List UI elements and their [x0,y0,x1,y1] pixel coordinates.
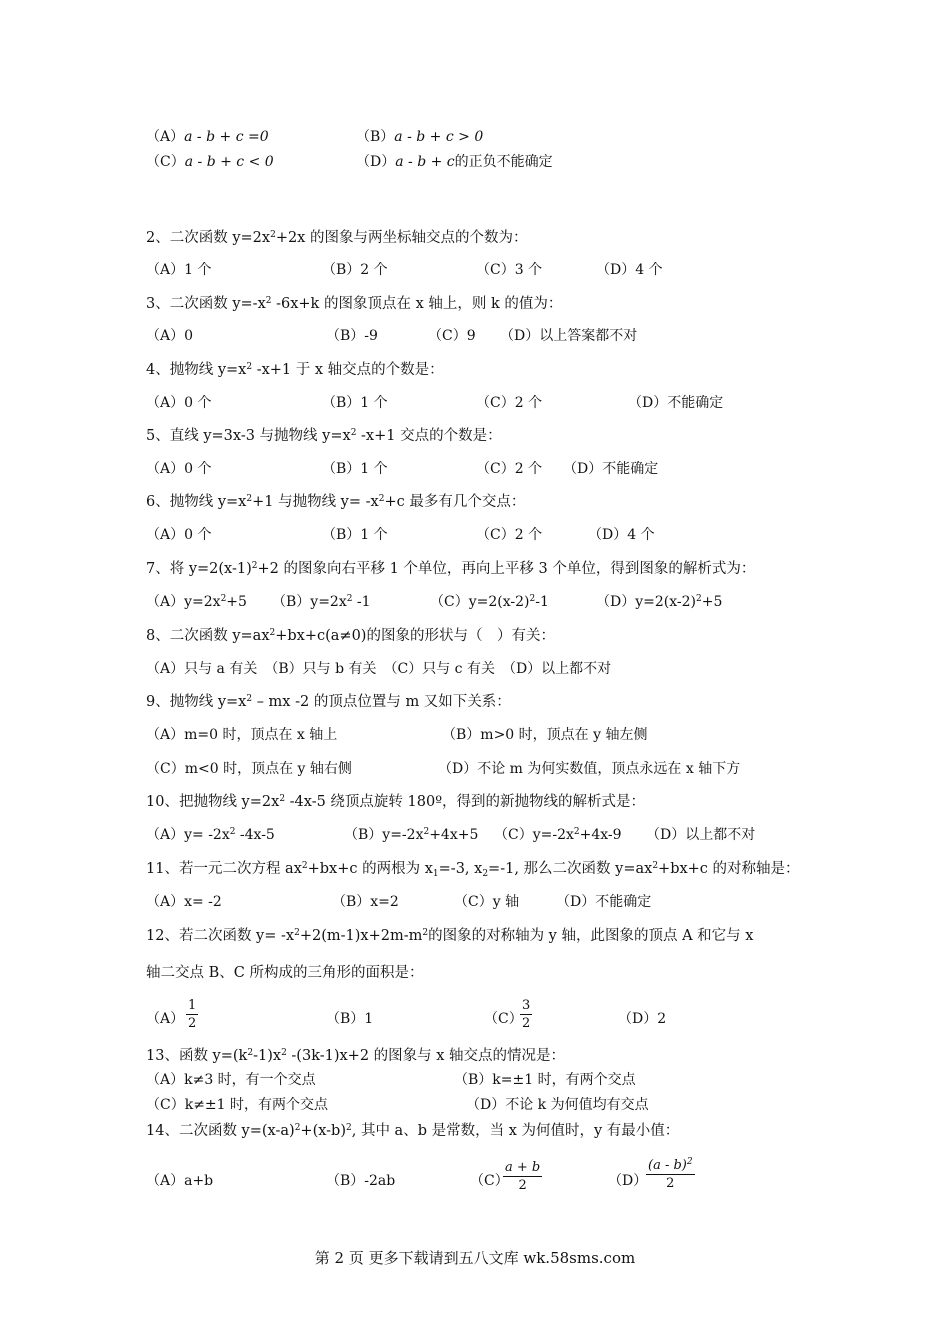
q10-option-d: （D）以上都不对 [646,827,756,843]
q6-option-d: （D）4 个 [588,527,655,543]
q14-option-c-fraction: a + b 2 [505,1160,541,1193]
q1-option-a: （A）a - b + c =0 [146,129,269,145]
question-12: 12、若二次函数 $y= -x^2+2(m-1)x+2m-m^2$的图象的对称轴为 y 轴，此图象的顶点 A 和它与 x [146,928,754,944]
q5-option-a: （A）0 个 [146,461,212,477]
q6-option-b: （B）1 个 [322,527,388,543]
q12-option-c-label: （C） [484,1011,523,1027]
q11-option-a: （A）x= -2 [146,894,222,910]
q2-option-c: （C）3 个 [476,262,543,278]
q9-option-b: （B）m>0 时，顶点在 y 轴左侧 [442,727,648,743]
q7-option-b: $(B)y=2x^2$ -1 [272,594,371,610]
page-footer: 第 2 页 更多下载请到五八文库 wk.58sms.com [314,1249,636,1267]
q3-option-a: （A）0 [146,328,194,344]
q2-option-a: （A）1 个 [146,262,212,278]
q5-option-d: （D）不能确定 [563,461,659,477]
q8-options: （A）只与 a 有关 （B）只与 b 有关 （C）只与 c 有关 （D）以上都不对 [146,661,612,677]
q12-option-c-fraction: 3 2 [522,998,531,1031]
q6-option-a: （A）0 个 [146,527,212,543]
q12-option-b: （B）1 [326,1011,374,1027]
question-14: 14、二次函数 $y=(x-a)^2+(x-b)^2$, 其中 a、b 是常数，当 x 为何值时，y 有最小值： [146,1123,680,1139]
q7-option-a: $(A)y=2x^2+5$ [146,594,247,610]
q14-option-d-label: （D） [608,1173,648,1189]
question-4: 4、抛物线 $y=x^2$ -x+1 于 x 轴交点的个数是： [146,362,444,378]
q11-option-d: （D）不能确定 [556,894,652,910]
q3-option-c: （C）9 [428,328,476,344]
q13-option-d: （D）不论 k 为何值均有交点 [466,1097,649,1113]
q7-option-c: $(C)y=2(x-2)^2-1$ [430,594,549,610]
q5-option-b: （B）1 个 [322,461,388,477]
question-12-line2: 轴二交点 B、C 所构成的三角形的面积是： [146,965,424,981]
q7-option-d: $(D)y=2(x-2)^2+5$ [596,594,723,610]
q9-option-c: （C）m<0 时，顶点在 y 轴右侧 [146,761,352,777]
q5-option-c: （C）2 个 [476,461,543,477]
question-7: 7、将 $y=2(x-1)^2+2$ 的图象向右平移 1 个单位，再向上平移 3 个单位，得到图象的解析式为： [146,561,756,577]
q4-option-b: （B）1 个 [322,395,388,411]
q1-option-d: （D）a - b + c的正负不能确定 [356,154,553,170]
q9-option-a: （A）m=0 时，顶点在 x 轴上 [146,727,338,743]
q9-option-d: （D）不论 m 为何实数值，顶点永远在 x 轴下方 [438,761,741,777]
question-8: 8、二次函数 $y=ax^2+bx+c(a\ne 0)$的图象的形状与（ ）有关： [146,628,555,644]
q14-option-a: （A）a+b [146,1173,214,1189]
q14-option-c-label: （C） [470,1173,509,1189]
q14-option-d-fraction: (a - b)$^2$ 2 [648,1157,693,1191]
q12-option-a-label: （A） [146,1011,185,1027]
q10-option-c: $(C)y=-2x^2+4x-9$ [494,827,622,843]
question-13: 13、函数 $y=(k^2-1)x^2$ -(3k-1)x+2 的图象与 x 轴交点的情况是： [146,1048,566,1064]
question-5: 5、直线 y=3x-3 与抛物线 $y=x^2$ -x+1 交点的个数是： [146,428,502,444]
q11-option-c: （C）y 轴 [454,894,520,910]
q4-option-d: （D）不能确定 [628,395,724,411]
question-11: 11、若一元二次方程 $ax^2+bx+c$ 的两根为 $x_1=-3$, $x_2=-1$, 那么二次函数 $y=ax^2+bx+c$ 的对称轴是： [146,861,800,879]
q1-option-b: （B）a - b + c > 0 [356,129,484,145]
q4-option-a: （A）0 个 [146,395,212,411]
question-9: 9、抛物线 $y=x^2$ – mx -2 的顶点位置与 m 又如下关系： [146,694,511,710]
q1-option-c: （C）a - b + c < 0 [146,154,274,170]
q12-option-a-fraction: 1 2 [188,998,197,1031]
question-10: 10、把抛物线 $y=2x^2$ -4x-5 绕顶点旋转 180º，得到的新抛物线的解析式是： [146,794,646,810]
q11-option-b: （B）x=2 [332,894,399,910]
q2-option-b: （B）2 个 [322,262,388,278]
q13-option-c: （C）k≠±1 时，有两个交点 [146,1097,329,1113]
question-2: 2、二次函数 $y=2x^2+2x$ 的图象与两坐标轴交点的个数为： [146,230,528,246]
q4-option-c: （C）2 个 [476,395,543,411]
q2-option-d: （D）4 个 [596,262,663,278]
q10-option-b: $(B)y=-2x^2+4x+5$ [344,827,479,843]
q10-option-a: $(A)y= -2x^2$ -4x-5 [146,827,275,843]
q12-option-d: （D）2 [618,1011,667,1027]
question-6: 6、抛物线 $y=x^2+1$ 与抛物线 $y= -x^2+c$ 最多有几个交点： [146,494,526,510]
q3-option-d: （D）以上答案都不对 [500,328,638,344]
q3-option-b: （B）-9 [326,328,378,344]
q13-option-b: （B）k=±1 时，有两个交点 [454,1072,636,1088]
question-3: 3、二次函数 $y=-x^2$ -6x+k 的图象顶点在 x 轴上，则 k 的值为： [146,296,563,312]
q13-option-a: （A）k≠3 时，有一个交点 [146,1072,316,1088]
q6-option-c: （C）2 个 [476,527,543,543]
q14-option-b: （B）-2ab [326,1173,396,1189]
